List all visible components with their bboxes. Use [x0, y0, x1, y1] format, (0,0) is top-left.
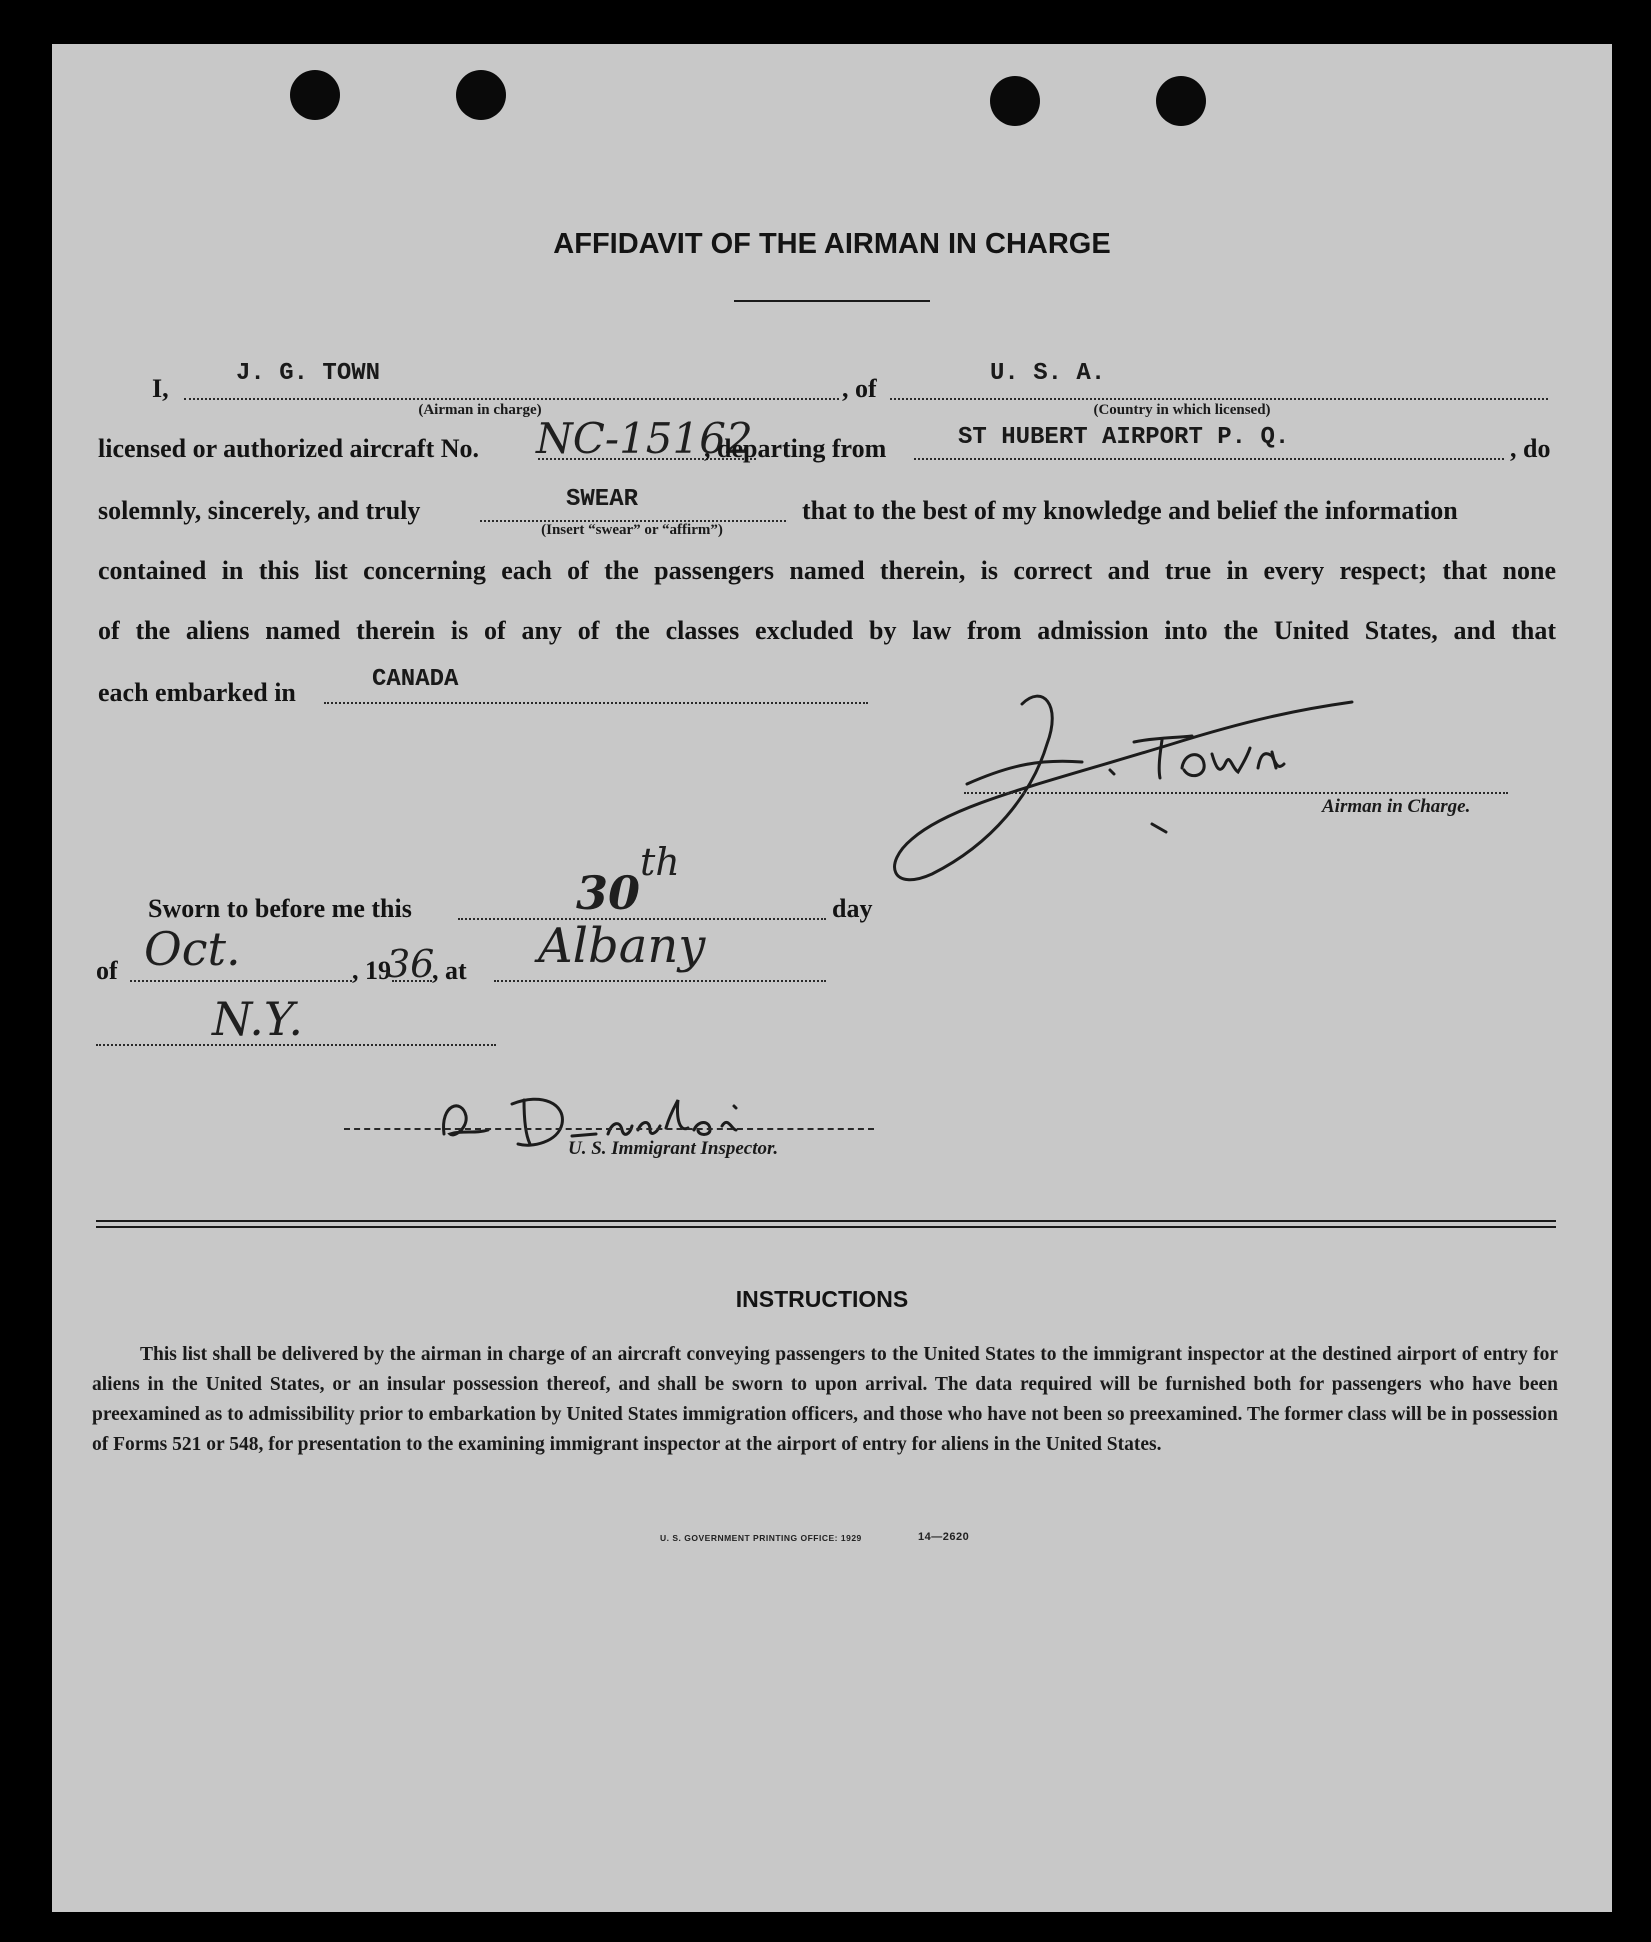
country-line	[890, 398, 1548, 400]
sworn-place-line	[494, 980, 826, 982]
of-word-2: of	[96, 956, 118, 985]
sworn-state-value: N.Y.	[212, 992, 303, 1046]
intro-word: I,	[152, 374, 169, 403]
punch-hole	[290, 70, 340, 120]
airman-signature	[872, 664, 1432, 904]
year-prefix: , 19	[352, 956, 391, 985]
departure-value: ST HUBERT AIRPORT P. Q.	[958, 424, 1290, 451]
aircraft-number-value: NC-15162	[536, 414, 753, 463]
sworn-place-value: Albany	[538, 918, 706, 974]
punch-hole	[456, 70, 506, 120]
section-divider	[96, 1220, 1556, 1222]
solemnly-label: solemnly, sincerely, and truly	[98, 496, 421, 525]
of-word: , of	[842, 374, 877, 403]
sworn-month-value: Oct.	[144, 922, 241, 976]
form-number: 14—2620	[918, 1531, 970, 1543]
do-word: , do	[1510, 434, 1551, 463]
sworn-month-line	[130, 980, 352, 982]
statement-line-1: contained in this list concerning each of the passengers named therein, is correct and true in every respect; that none	[98, 556, 1556, 585]
airman-signature-label: Airman in Charge.	[1322, 796, 1471, 817]
airman-name-line	[184, 398, 839, 400]
departure-line	[914, 458, 1504, 460]
day-word: day	[832, 894, 873, 923]
airman-signature-line	[964, 792, 1508, 794]
embarked-value: CANADA	[372, 666, 459, 693]
statement-line-2: of the aliens named therein is of any of the classes excluded by law from admission into the United States, and that	[98, 616, 1556, 645]
sworn-label: Sworn to before me this	[148, 894, 412, 923]
embarked-line	[324, 702, 868, 704]
oath-continuation: that to the best of my knowledge and belief the information	[802, 496, 1458, 525]
instructions-body: This list shall be delivered by the airman in charge of an aircraft conveying passengers to the United States to the immigrant inspector at the destined airport of entry for aliens in the United States, or an insular possession thereof, and shall be sworn to upon arrival. The data required will be furnished both for passengers who have been preexamined as to admissibility prior to embarkation by United States immigration officers, and those who have not been so preexamined. The former class will be in possession of Forms 521 or 548, for presentation to the examining immigrant inspector at the airport of entry for aliens in the United States.	[92, 1344, 1558, 1455]
page-title: AFFIDAVIT OF THE AIRMAN IN CHARGE	[553, 228, 1111, 260]
inspector-signature-line	[344, 1128, 874, 1130]
punch-hole	[990, 76, 1040, 126]
airman-name-caption: (Airman in charge)	[418, 402, 542, 418]
airman-name-value: J. G. TOWN	[236, 360, 381, 387]
sworn-year-value: 36	[386, 942, 435, 986]
punch-hole	[1156, 76, 1206, 126]
sworn-day-value: 30	[576, 866, 641, 920]
country-value: U. S. A.	[990, 360, 1106, 387]
printer-imprint: U. S. GOVERNMENT PRINTING OFFICE: 1929	[660, 1533, 862, 1543]
sworn-day-suffix: th	[640, 840, 680, 884]
document-page	[52, 44, 1612, 1912]
inspector-signature-label: U. S. Immigrant Inspector.	[568, 1138, 779, 1159]
country-caption: (Country in which licensed)	[1093, 402, 1271, 418]
title-rule	[734, 300, 930, 302]
at-word: , at	[432, 956, 467, 985]
departing-label: , departing from	[704, 434, 887, 463]
instructions-heading: INSTRUCTIONS	[735, 1286, 909, 1312]
oath-value: SWEAR	[566, 486, 639, 513]
aircraft-label: licensed or authorized aircraft No.	[98, 434, 480, 463]
section-divider	[96, 1226, 1556, 1228]
oath-caption: (Insert “swear” or “affirm”)	[541, 522, 723, 538]
embarked-label: each embarked in	[98, 678, 296, 707]
